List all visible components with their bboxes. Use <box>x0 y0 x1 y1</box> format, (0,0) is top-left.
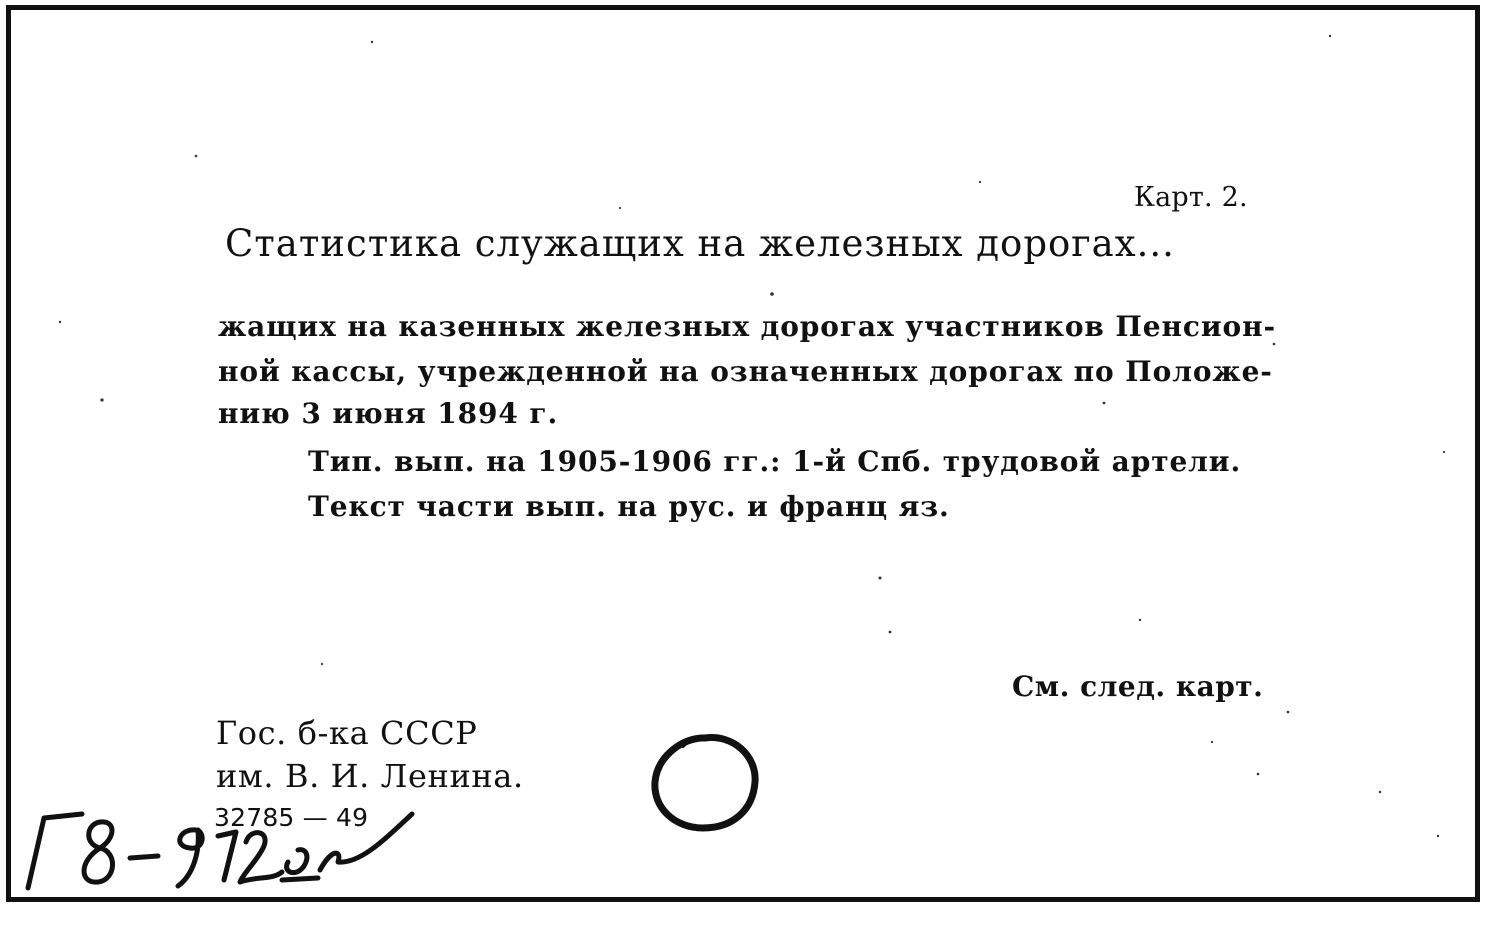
library-line-2: им. В. И. Ленина. <box>216 757 524 795</box>
see-next-card: См. след. карт. <box>1012 670 1264 703</box>
card-title: Статистика служащих на железных дорогах... <box>225 222 1175 265</box>
description-line-2: ной кассы, учрежденной на означенных дорогах по Положе- <box>218 355 1273 388</box>
description-line-3: нию 3 июня 1894 г. <box>218 397 559 430</box>
library-code: 32785 — 49 <box>214 803 369 832</box>
card-number: Карт. 2. <box>1134 182 1248 213</box>
library-line-1: Гос. б-ка СССР <box>216 714 478 752</box>
note-line-2: Текст части вып. на рус. и франц яз. <box>308 490 950 523</box>
description-line-1: жащих на казенных железных дорогах участников Пенсион- <box>218 310 1276 343</box>
note-line-1: Тип. вып. на 1905-1906 гг.: 1-й Спб. трудовой артели. <box>308 445 1242 478</box>
